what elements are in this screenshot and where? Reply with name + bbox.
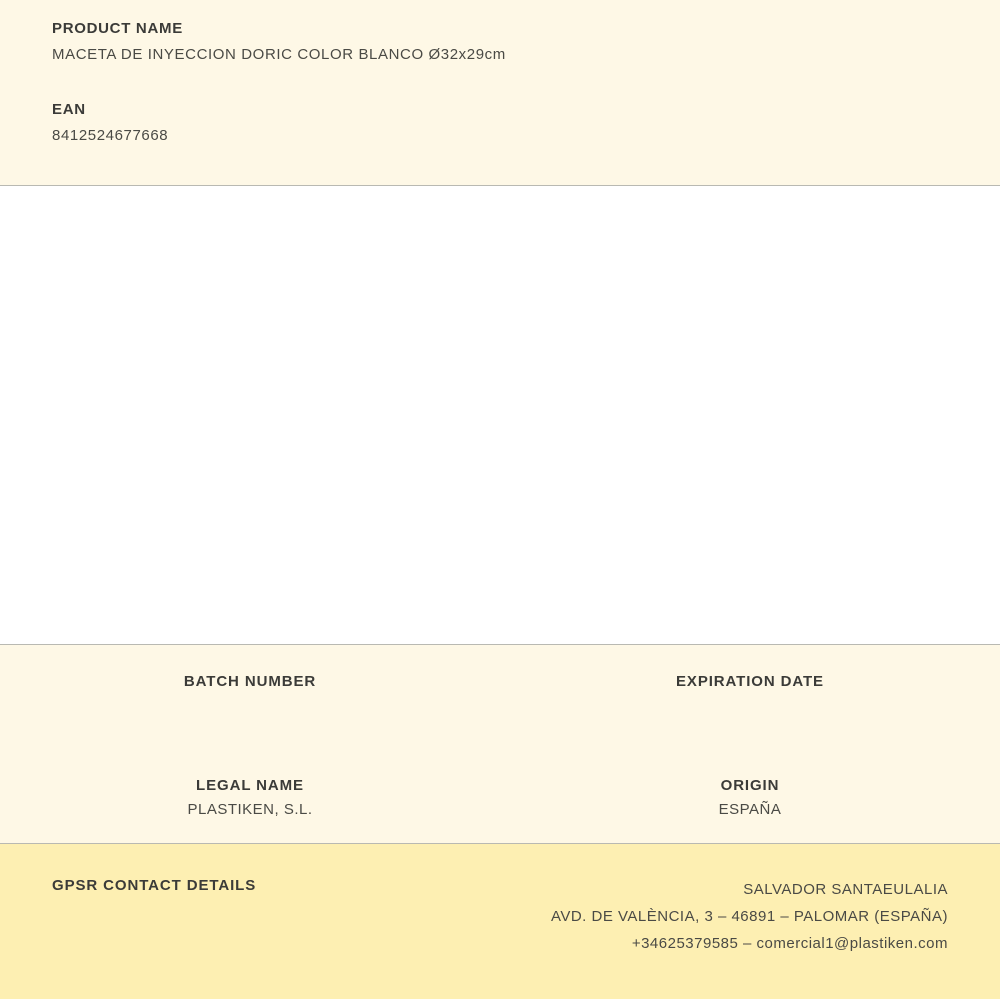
gpsr-contact-name: SALVADOR SANTAEULALIA [743, 881, 948, 898]
product-name-label: PRODUCT NAME [52, 20, 183, 37]
gpsr-contact-details-label: GPSR CONTACT DETAILS [52, 877, 257, 894]
expiration-date-label: EXPIRATION DATE [676, 673, 824, 690]
legal-name-label: LEGAL NAME [196, 777, 304, 794]
batch-number-label: BATCH NUMBER [183, 673, 317, 690]
origin-label: ORIGIN [720, 777, 780, 794]
ean-label: EAN [52, 101, 86, 118]
origin-value: ESPAÑA [718, 801, 782, 818]
product-name-value: MACETA DE INYECCION DORIC COLOR BLANCO Ø32x29cm [52, 46, 506, 63]
product-image-area [0, 186, 1000, 645]
batch-number-value [0, 697, 500, 715]
expiration-date-block [500, 673, 1000, 715]
details-section [0, 645, 1000, 844]
legal-name-block [0, 777, 500, 819]
batch-number-block [0, 673, 500, 715]
origin-block [500, 777, 1000, 819]
gpsr-contact-phone-email: +34625379585 – comercial1@plastiken.com [631, 935, 948, 952]
product-name-block [52, 20, 948, 63]
ean-value: 8412524677668 [52, 127, 169, 144]
gpsr-contact-address: AVD. DE VALÈNCIA, 3 – 46891 – PALOMAR (ESPAÑA) [550, 908, 948, 925]
legal-name-value: PLASTIKEN, S.L. [187, 801, 313, 818]
expiration-date-value [500, 697, 1000, 715]
ean-block [52, 101, 948, 144]
gpsr-footer-section [0, 844, 1000, 999]
details-row [0, 673, 1000, 715]
gpsr-contact-info [551, 876, 948, 957]
header-section [0, 0, 1000, 186]
details-row [0, 777, 1000, 819]
